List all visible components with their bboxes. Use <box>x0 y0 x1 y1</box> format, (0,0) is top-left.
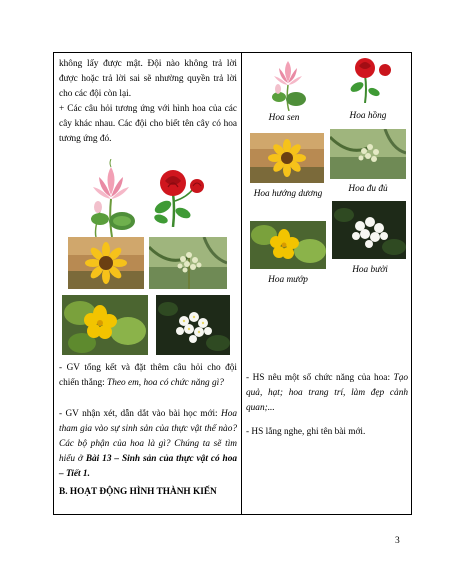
teacher-activity-column <box>59 57 237 147</box>
papaya-flower-image-small <box>330 129 406 179</box>
intro-block <box>59 407 237 500</box>
luffa-flower-image-small <box>250 221 326 269</box>
lesson-title: Bài 13 – Sinh sản của thực vật có hoa – Tiết 1. <box>59 454 237 479</box>
caption-luffa: Hoa mướp <box>268 275 308 285</box>
caption-lotus: Hoa sen <box>268 113 300 123</box>
lotus-image <box>82 159 140 237</box>
summary-block <box>59 361 237 391</box>
intro-prefix: - GV nhận xét, dẫn dắt vào bài học mới: <box>59 409 221 419</box>
caption-rose: Hoa hồng <box>349 111 387 121</box>
sunflower-image-small <box>250 133 324 183</box>
column-divider <box>241 53 242 514</box>
lesson-table <box>53 52 412 515</box>
question-rules-paragraph: + Các câu hỏi tương ứng với hình hoa của các cây khác nhau. Các đội cho biết tên cây có hoa tương ứng đó. <box>59 104 237 144</box>
pomelo-flower-image-small <box>332 201 406 259</box>
caption-sunflower: Hoa hướng dương <box>253 189 323 199</box>
answer-text: Tạo quả, hạt; hoa trang trí, làm đẹp cảnh quan;... <box>246 373 408 413</box>
lotus-image-small <box>266 55 310 111</box>
student-answer <box>246 371 408 416</box>
summary-question: Theo em, hoa có chức năng gì? <box>107 378 224 388</box>
rules-paragraph: không lấy được mật. Đội nào không trả lời được hoặc trả lời sai sẽ nhường quyền trả lời cho các đội còn lại. <box>59 59 237 99</box>
page-number: 3 <box>395 536 400 546</box>
section-heading: B. HOẠT ĐỘNG HÌNH THÀNH KIẾN <box>59 487 217 497</box>
answer-prefix: - HS nêu một số chức năng của hoa: <box>246 373 394 383</box>
caption-papaya: Hoa đu đủ <box>348 184 388 194</box>
pomelo-flower-image <box>156 295 230 355</box>
rose-image-small <box>345 55 395 103</box>
student-listen: - HS lắng nghe, ghi tên bài mới. <box>246 427 366 437</box>
summary-prefix: - GV tổng kết và đặt thêm câu hỏi cho đội chiến thắng: <box>59 363 237 388</box>
sunflower-image <box>68 237 144 289</box>
intro-question: Hoa tham gia vào sự sinh sản của thực vật thế nào? Các bộ phận của hoa là gì? Chúng ta sẽ tìm hiểu ở <box>59 409 237 464</box>
caption-pomelo: Hoa bưởi <box>352 265 388 275</box>
luffa-flower-image <box>62 295 148 355</box>
papaya-flower-image <box>149 237 227 289</box>
rose-image <box>147 167 209 227</box>
student-activity-column <box>246 53 411 514</box>
